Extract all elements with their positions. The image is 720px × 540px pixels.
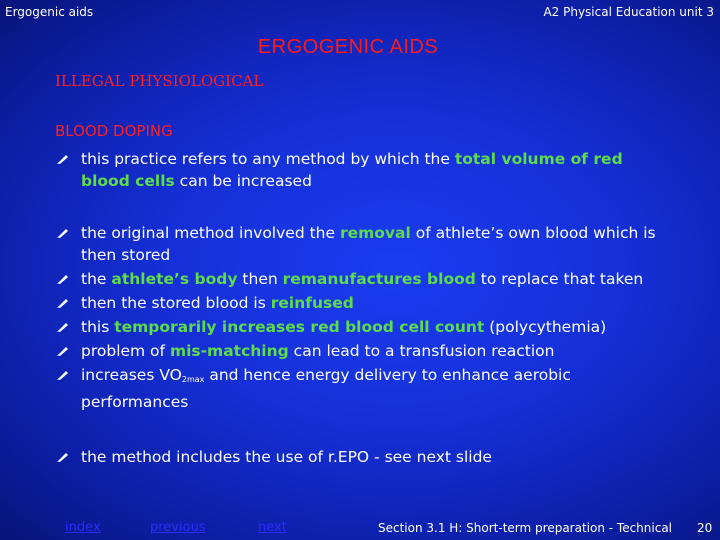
- highlight: temporarily increases red blood cell count: [114, 318, 485, 336]
- bullet-list-2: [55, 222, 675, 413]
- highlight: reinfused: [270, 294, 354, 312]
- highlight: total volume of red blood cells: [81, 150, 623, 190]
- bullet-list-3: [55, 446, 675, 468]
- header-left: Ergogenic aids: [5, 5, 94, 19]
- bullet-item: this temporarily increases red blood cell count (polycythemia): [55, 316, 675, 338]
- subscript: 2max: [181, 375, 205, 384]
- bullet-item: the athlete’s body then remanufactures blood to replace that taken: [55, 268, 675, 290]
- bullet-item: this practice refers to any method by which the total volume of red blood cells can be increased: [55, 148, 675, 192]
- bullet-list-1: [55, 148, 675, 192]
- highlight: athlete’s body: [111, 270, 238, 288]
- index-link[interactable]: index: [65, 520, 101, 535]
- bullet-item: the method includes the use of r.EPO - see next slide: [55, 446, 675, 468]
- bullet-item: increases $VO_{2max}$ and hence energy delivery to enhance aerobic performances: [55, 364, 675, 413]
- highlight: removal: [339, 224, 411, 242]
- section-label: Section 3.1 H: Short-term preparation - Technical: [378, 521, 672, 535]
- pencil-bullet-icon: [57, 370, 69, 380]
- page-title: ERGOGENIC AIDS: [257, 36, 439, 58]
- pencil-bullet-icon: [57, 274, 69, 284]
- section-heading: BLOOD DOPING: [55, 122, 173, 140]
- highlight: mis-matching: [169, 342, 289, 360]
- previous-link[interactable]: previous: [150, 520, 206, 535]
- bullet-item: problem of mis-matching can lead to a transfusion reaction: [55, 340, 675, 362]
- page-number: 20: [697, 521, 713, 535]
- bullet-item: the original method involved the removal of athlete’s own blood which is then stored: [55, 222, 675, 266]
- pencil-bullet-icon: [57, 298, 69, 308]
- next-link[interactable]: next: [258, 520, 287, 535]
- pencil-bullet-icon: [57, 452, 69, 462]
- pencil-bullet-icon: [57, 322, 69, 332]
- pencil-bullet-icon: [57, 228, 69, 238]
- pencil-bullet-icon: [57, 346, 69, 356]
- highlight: remanufactures blood: [282, 270, 476, 288]
- subtitle: ILLEGAL PHYSIOLOGICAL: [55, 72, 264, 90]
- pencil-bullet-icon: [57, 154, 69, 164]
- header-right: A2 Physical Education unit 3: [543, 5, 714, 19]
- bullet-item: then the stored blood is reinfused: [55, 292, 675, 314]
